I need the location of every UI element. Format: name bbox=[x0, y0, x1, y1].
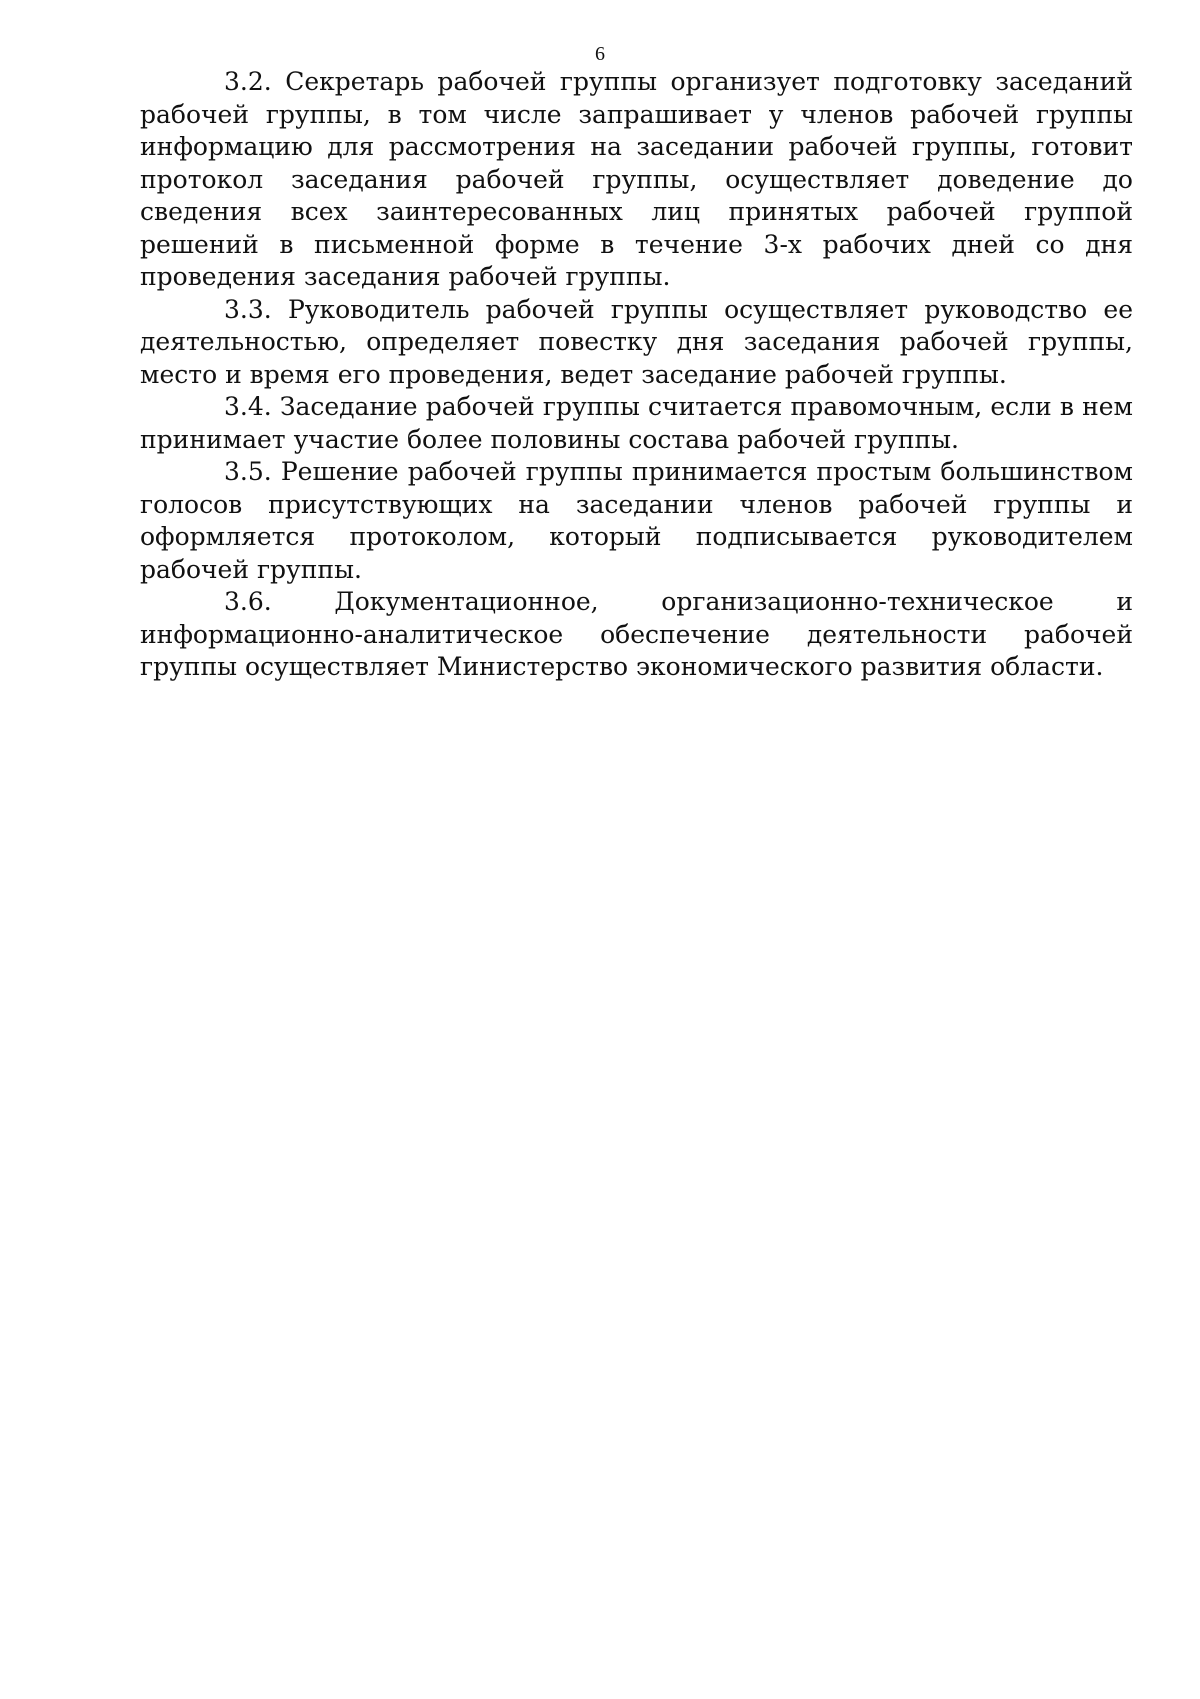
paragraph-text: Заседание рабочей группы считается правомочным, если в нем принимает участие более половины состава рабочей группы. bbox=[140, 392, 1133, 454]
paragraph-number: 3.3. bbox=[224, 294, 272, 324]
paragraph-text: Руководитель рабочей группы осуществляет руководство ее деятельностью, определяет повестку дня заседания рабочей группы, место и время его проведения, ведет заседание рабочей группы. bbox=[140, 294, 1133, 389]
paragraph-number: 3.2. bbox=[224, 67, 272, 96]
paragraph-3-5 bbox=[140, 456, 1133, 586]
paragraph-number: 3.4. bbox=[224, 392, 272, 421]
page-number: 6 bbox=[595, 43, 605, 65]
paragraph-number: 3.6. bbox=[224, 587, 272, 616]
paragraph-text: Решение рабочей группы принимается простым большинством голосов присутствующих на заседании членов рабочей группы и оформляется протоколом, который подписывается руководителем рабочей группы. bbox=[140, 457, 1133, 584]
paragraph-text: Документационное, организационно-техническое и информационно-аналитическое обеспечение деятельности рабочей группы осуществляет Министерство экономического развития области. bbox=[140, 587, 1133, 681]
paragraph-3-4 bbox=[140, 391, 1133, 456]
paragraph-3-2 bbox=[140, 66, 1133, 294]
paragraph-3-6 bbox=[140, 586, 1133, 684]
document-body bbox=[140, 66, 1133, 684]
paragraph-text: Секретарь рабочей группы организует подготовку заседаний рабочей группы, в том числе запрашивает у членов рабочей группы информацию для рассмотрения на заседании рабочей группы, готовит протокол заседания рабочей группы, осуществляет доведение до сведения всех заинтересованных лиц принятых рабочей группой решений в письменной форме в течение 3-х рабочих дней со дня проведения заседания рабочей группы. bbox=[140, 67, 1134, 291]
paragraph-3-3 bbox=[140, 294, 1133, 392]
paragraph-number: 3.5. bbox=[224, 457, 272, 486]
